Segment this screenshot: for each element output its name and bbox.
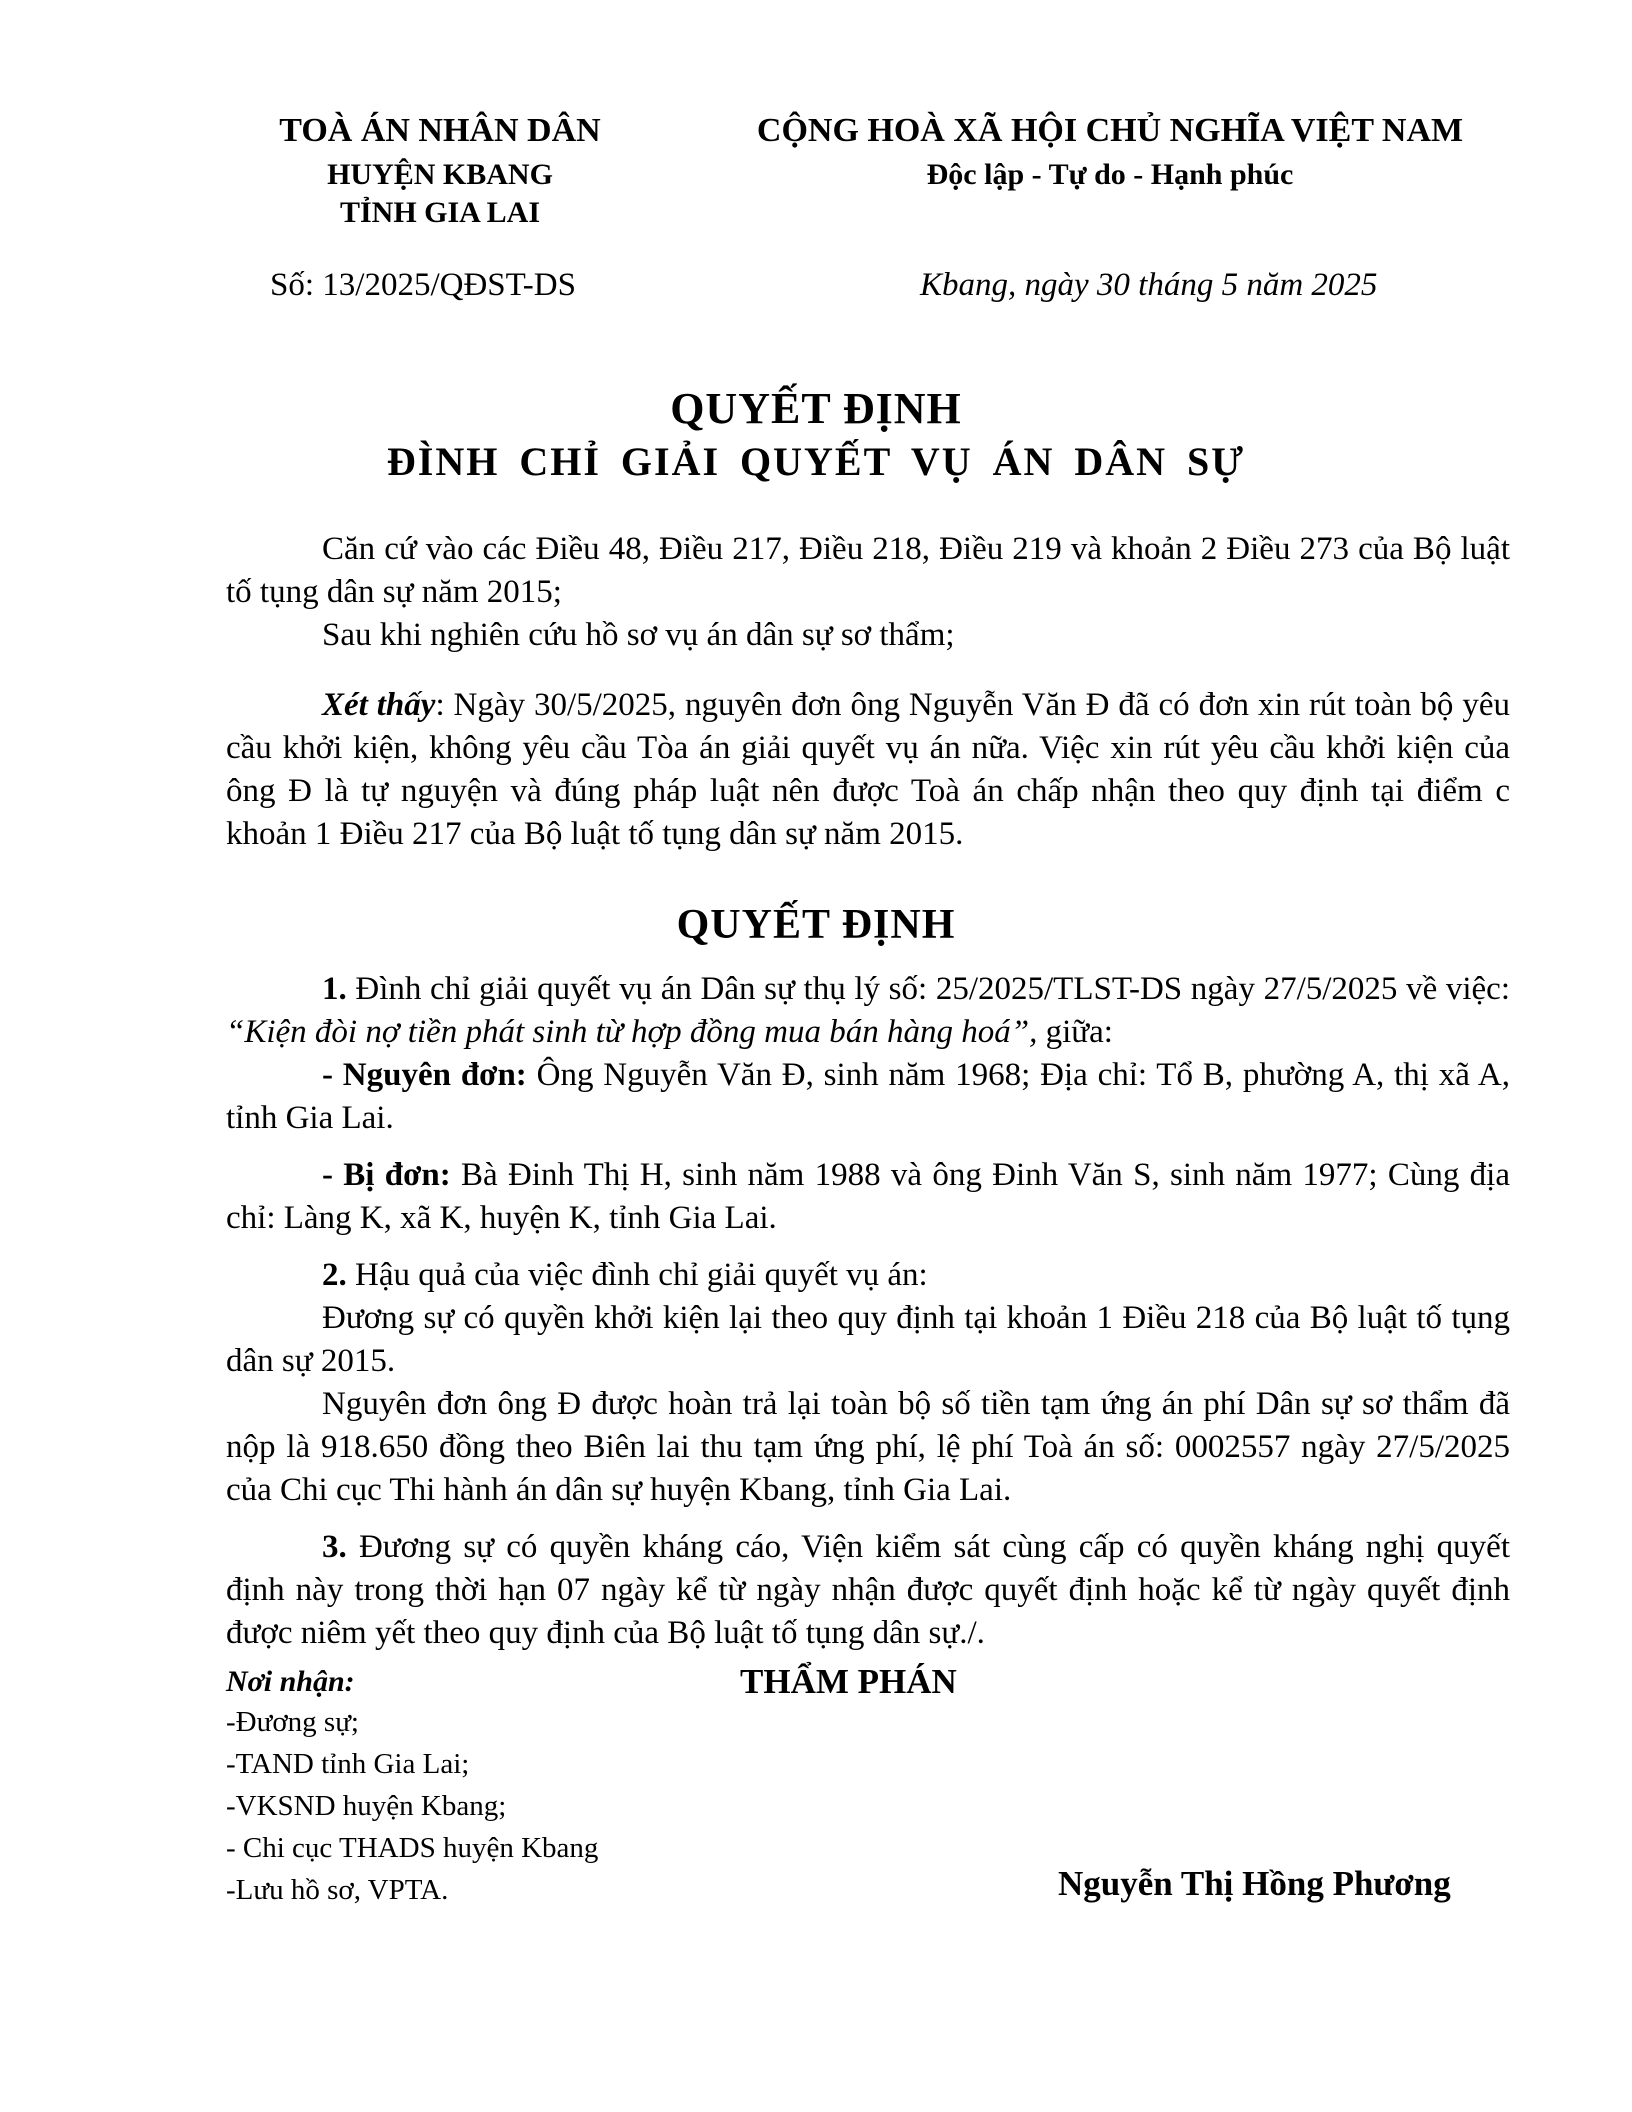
recipient-item: - Chi cục THADS huyện Kbang — [226, 1832, 599, 1864]
basis-line-2: Sau khi nghiên cứu hồ sơ vụ án dân sự sơ thẩm; — [322, 617, 955, 653]
court-name: TOÀ ÁN NHÂN DÂN — [279, 112, 601, 149]
court-district: HUYỆN KBANG — [327, 158, 553, 191]
case-subject-quote: “Kiện đòi nợ tiền phát sinh từ hợp đồng mua bán hàng hoá”, — [226, 1014, 1038, 1050]
document-subtitle: ĐÌNH CHỈ GIẢI QUYẾT VỤ ÁN DÂN SỰ — [386, 439, 1246, 484]
recipient-item: -TAND tỉnh Gia Lai; — [226, 1748, 470, 1780]
decision-item-2 — [226, 1254, 1510, 1512]
item-2-paragraph-2: Nguyên đơn ông Đ được hoàn trả lại toàn bộ số tiền tạm ứng án phí Dân sự sơ thẩm đã nộp là 918.650 đồng theo Biên lai thu tạm ứng phí, lệ phí Toà án số: 0002557 ngày 27/5/2025 của Chi cục Thi hành án dân sự huyện Kbang, tỉnh Gia Lai. — [226, 1386, 1510, 1508]
defendant-text: Bà Đinh Thị H, sinh năm 1988 và ông Đinh Văn S, sinh năm 1977; Cùng địa chỉ: Làng K, xã K, huyện K, tỉnh Gia Lai. — [226, 1157, 1511, 1236]
item-1-number: 1. — [322, 971, 347, 1007]
consideration-text: : Ngày 30/5/2025, nguyên đơn ông Nguyễn Văn Đ đã có đơn xin rút toàn bộ yêu cầu khởi kiện, không yêu cầu Tòa án giải quyết vụ án nữa. Việc xin rút yêu cầu khởi kiện của ông Đ là tự nguyện và đúng pháp luật nên được Toà án chấp nhận theo quy định tại điểm c khoản 1 Điều 217 của Bộ luật tố tụng dân sự năm 2015. — [226, 687, 1510, 852]
item-3-number: 3. — [322, 1529, 347, 1565]
recipients-label: Nơi nhận: — [226, 1665, 355, 1698]
item-3-text: Đương sự có quyền kháng cáo, Viện kiểm sát cùng cấp có quyền kháng nghị quyết định này trong thời hạn 07 ngày kể từ ngày nhận được quyết định hoặc kể từ ngày quyết định được niêm yết theo quy định của Bộ luật tố tụng dân sự./. — [226, 1529, 1510, 1651]
defendant-paragraph — [226, 1154, 1510, 1240]
signer-title: THẨM PHÁN — [740, 1662, 957, 1701]
item-2-number: 2. — [322, 1257, 347, 1293]
recipient-item: -Lưu hồ sơ, VPTA. — [226, 1874, 449, 1906]
legal-basis — [226, 528, 1510, 657]
place-date: Kbang, ngày 30 tháng 5 năm 2025 — [920, 267, 1378, 303]
country-name: CỘNG HOÀ XÃ HỘI CHỦ NGHĨA VIỆT NAM — [756, 112, 1464, 149]
court-province: TỈNH GIA LAI — [339, 196, 541, 229]
item-2-text: Hậu quả của việc đình chỉ giải quyết vụ án: — [346, 1257, 928, 1293]
basis-line-1: Căn cứ vào các Điều 48, Điều 217, Điều 218, Điều 219 và khoản 2 Điều 273 của Bộ luật tố tụng dân sự năm 2015; — [226, 531, 1510, 610]
document-number: Số: 13/2025/QĐST-DS — [270, 267, 576, 303]
item-2-paragraph-1: Đương sự có quyền khởi kiện lại theo quy định tại khoản 1 Điều 218 của Bộ luật tố tụng dân sự 2015. — [226, 1300, 1510, 1379]
national-motto: Độc lập - Tự do - Hạnh phúc — [926, 158, 1294, 191]
defendant-label: - Bị đơn: — [322, 1157, 451, 1193]
document-title: QUYẾT ĐỊNH — [670, 384, 962, 433]
decision-heading: QUYẾT ĐỊNH — [676, 902, 956, 948]
plaintiff-label: - Nguyên đơn: — [322, 1057, 527, 1093]
consideration-paragraph — [226, 684, 1510, 856]
item-1-text-b: giữa: — [1037, 1014, 1113, 1050]
decision-item-3 — [226, 1526, 1510, 1655]
plaintiff-text: Ông Nguyễn Văn Đ, sinh năm 1968; Địa chỉ: Tổ B, phường A, thị xã A, tỉnh Gia Lai. — [226, 1057, 1510, 1136]
recipient-item: -VKSND huyện Kbang; — [226, 1790, 507, 1822]
decision-item-1 — [226, 968, 1510, 1140]
item-1-text-a: Đình chỉ giải quyết vụ án Dân sự thụ lý số: 25/2025/TLST-DS ngày 27/5/2025 về việc: — [346, 971, 1510, 1007]
recipient-item: -Đương sự; — [226, 1706, 359, 1738]
consideration-label: Xét thấy — [322, 687, 436, 723]
signer-name: Nguyễn Thị Hồng Phương — [1058, 1864, 1451, 1903]
